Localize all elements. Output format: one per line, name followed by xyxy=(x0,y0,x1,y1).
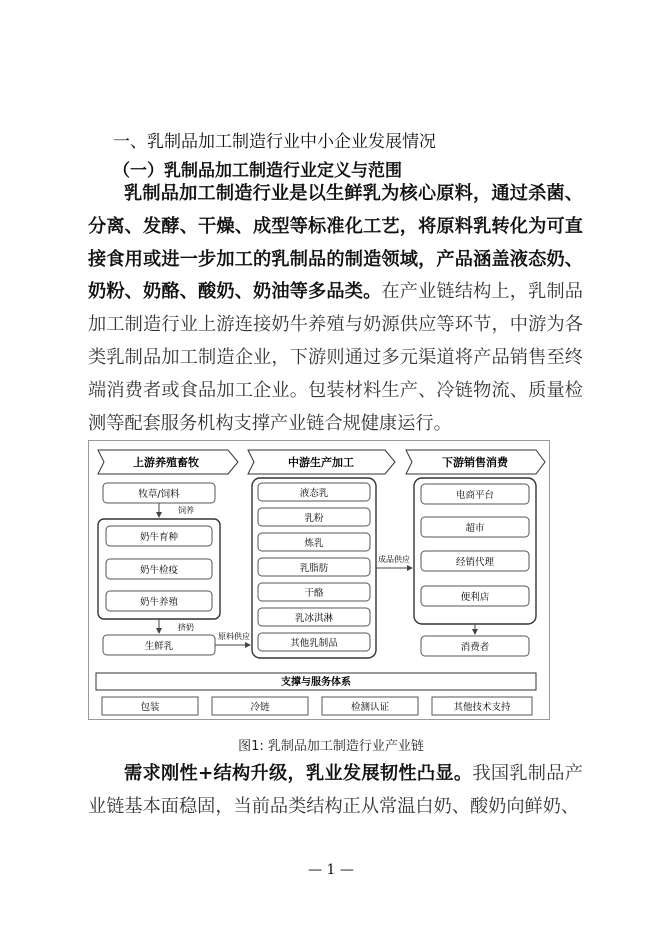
midstream-title: 中游生产加工 xyxy=(288,456,354,469)
downstream-item: 经销代理 xyxy=(455,557,495,568)
midstream-item: 乳粉 xyxy=(304,513,324,524)
section-heading: 一、乳制品加工制造行业中小企业发展情况 xyxy=(113,132,436,152)
support-item: 冷链 xyxy=(250,702,270,713)
support-item: 包装 xyxy=(140,702,160,713)
raw-supply-label: 原料供应 xyxy=(218,632,250,641)
paragraph-demand xyxy=(88,758,583,824)
raw-milk: 生鲜乳 xyxy=(144,641,174,652)
support-title: 支撑与服务体系 xyxy=(281,677,351,688)
paragraph-normal-text: 我国乳制品产业链基本面稳固，当前品类结构正从常温白奶、酸奶向鲜奶、 xyxy=(88,763,583,817)
midstream-item: 乳脂肪 xyxy=(299,563,329,574)
upstream-item: 奶牛育种 xyxy=(139,532,179,543)
downstream-item: 便利店 xyxy=(460,592,490,603)
downstream-title: 下游销售消费 xyxy=(442,456,508,469)
upstream-title: 上游养殖畜牧 xyxy=(133,456,199,469)
paragraph-definition xyxy=(88,178,583,440)
industry-chain-figure xyxy=(88,440,550,720)
consumer: 消费者 xyxy=(460,642,490,653)
midstream-item: 液态乳 xyxy=(299,488,329,499)
subsection-heading: （一）乳制品加工制造行业定义与范围 xyxy=(113,161,402,181)
midstream-item: 其他乳制品 xyxy=(290,638,338,649)
support-item: 其他技术支持 xyxy=(453,702,511,713)
upstream-milk-arrow-label: 挤奶 xyxy=(178,623,194,632)
downstream-item: 超市 xyxy=(465,523,485,534)
page-number: — 1 — xyxy=(308,862,354,878)
figure-caption: 图1: 乳制品加工制造行业产业链 xyxy=(238,739,424,754)
upstream-feed-arrow-label: 饲养 xyxy=(178,506,194,515)
midstream-item: 干酪 xyxy=(304,588,324,599)
upstream-feed: 牧草/饲料 xyxy=(138,489,180,500)
upstream-item: 奶牛养殖 xyxy=(139,597,179,608)
downstream-item: 电商平台 xyxy=(455,490,495,501)
product-supply-label: 成品供应 xyxy=(378,555,410,564)
paragraph-bold-text: 需求刚性+结构升级，乳业发展韧性凸显。 xyxy=(124,763,473,784)
upstream-item: 奶牛检疫 xyxy=(139,565,179,576)
paragraph-bold-text: 乳制品加工制造行业是以生鲜乳为核心原料，通过杀菌、分离、发酵、干燥、成型等标准化工艺，将原料乳转化为可直接食用或进一步加工的乳制品的制造领域，产品涵盖液态奶、奶粉、奶酪、酸奶、奶油等多品类。 xyxy=(88,183,583,303)
support-item: 检测认证 xyxy=(350,702,390,713)
midstream-item: 乳冰淇淋 xyxy=(294,613,334,624)
paragraph-normal-text: 在产业链结构上，乳制品加工制造行业上游连接奶牛养殖与奶源供应等环节，中游为各类乳制品加工制造企业，下游则通过多元渠道将产品销售至终端消费者或食品加工企业。包装材料生产、冷链物流、质量检测等配套服务机构支撑产业链合规健康运行。 xyxy=(88,281,583,434)
midstream-item: 炼乳 xyxy=(304,538,324,549)
